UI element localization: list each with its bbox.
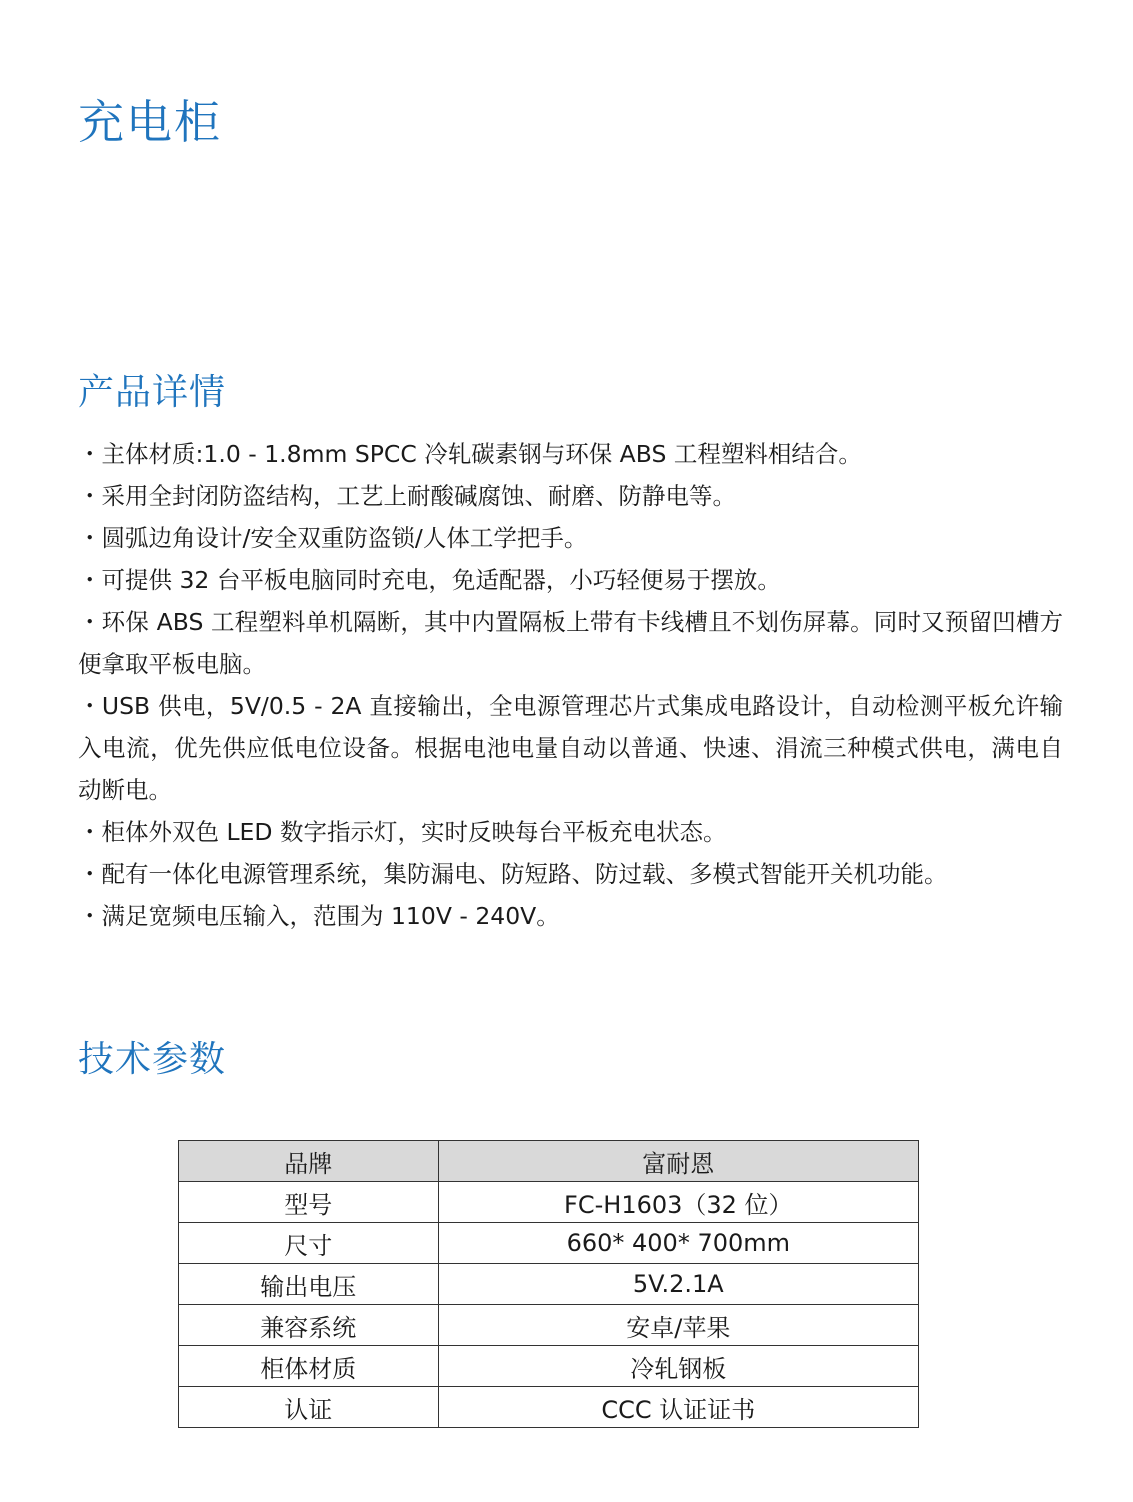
table-cell-label: 输出电压 <box>179 1264 439 1305</box>
table-header-cell: 品牌 <box>179 1141 439 1182</box>
list-item: ・环保 ABS 工程塑料单机隔断，其中内置隔板上带有卡线槽且不划伤屏幕。同时又预留凹槽方便拿取平板电脑。 <box>78 608 1063 678</box>
list-item: ・柜体外双色 LED 数字指示灯，实时反映每台平板充电状态。 <box>78 818 727 846</box>
table-row <box>179 1346 919 1387</box>
table-cell-label: 兼容系统 <box>179 1305 439 1346</box>
table-row <box>179 1264 919 1305</box>
list-item: ・圆弧边角设计/安全双重防盗锁/人体工学把手。 <box>78 524 588 552</box>
page-title: 充电柜 <box>78 95 222 149</box>
list-item: ・满足宽频电压输入，范围为 110V - 240V。 <box>78 902 560 930</box>
table-cell-label: 柜体材质 <box>179 1346 439 1387</box>
list-item: ・配有一体化电源管理系统，集防漏电、防短路、防过载、多模式智能开关机功能。 <box>78 860 948 888</box>
table-cell-value: 安卓/苹果 <box>438 1305 918 1346</box>
list-item: ・USB 供电，5V/0.5 - 2A 直接输出，全电源管理芯片式集成电路设计，自动检测平板允许输入电流，优先供应低电位设备。根据电池电量自动以普通、快速、涓流三种模式供电，满电自动断电。 <box>78 692 1063 804</box>
table-cell-value: 冷轧钢板 <box>438 1346 918 1387</box>
list-item: ・可提供 32 台平板电脑同时充电，免适配器，小巧轻便易于摆放。 <box>78 566 781 594</box>
table-cell-label: 尺寸 <box>179 1223 439 1264</box>
table-header-row <box>179 1141 919 1182</box>
table-cell-label: 型号 <box>179 1182 439 1223</box>
spec-table <box>178 1140 919 1428</box>
table-cell-value: FC-H1603（32 位） <box>438 1182 918 1223</box>
section-heading-product-details: 产品详情 <box>78 372 227 413</box>
table-row <box>179 1223 919 1264</box>
list-item: ・主体材质:1.0 - 1.8mm SPCC 冷轧碳素钢与环保 ABS 工程塑料相结合。 <box>78 440 862 468</box>
table-row <box>179 1387 919 1428</box>
table-cell-value: 660* 400* 700mm <box>438 1223 918 1264</box>
table-cell-value: CCC 认证证书 <box>438 1387 918 1428</box>
section-heading-tech-specs: 技术参数 <box>78 1039 227 1080</box>
table-header-cell: 富耐恩 <box>438 1141 918 1182</box>
table-cell-value: 5V.2.1A <box>438 1264 918 1305</box>
table-row <box>179 1305 919 1346</box>
table-cell-label: 认证 <box>179 1387 439 1428</box>
table-row <box>179 1182 919 1223</box>
product-details-list <box>78 433 1063 937</box>
list-item: ・采用全封闭防盗结构，工艺上耐酸碱腐蚀、耐磨、防静电等。 <box>78 482 736 510</box>
